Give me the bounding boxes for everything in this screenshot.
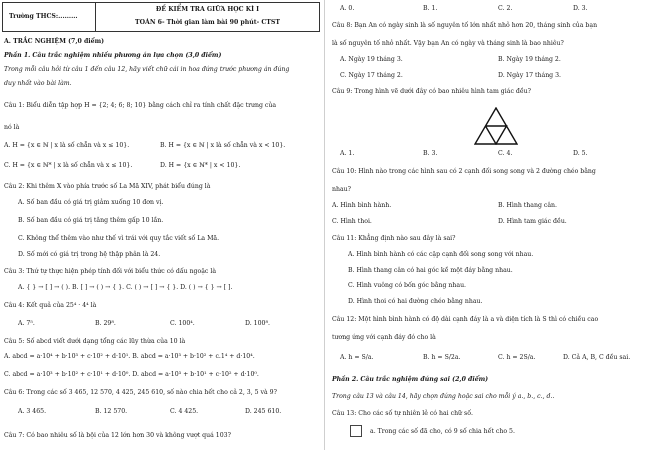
part2-instruction: Trong câu 13 và câu 14, hãy chọn đúng hoặc sai cho mỗi ý a., b., c., d.. [332,393,555,400]
q4-option-a: A. 7⁵. [18,320,35,327]
q11-option-a: A. Hình bình hành có các cặp cạnh đối song song với nhau. [348,251,534,258]
header-table [2,2,320,32]
q9-option-c: C. 4. [498,150,513,157]
question-12-text-cont: tương ứng với cạnh đáy đó cho là [332,334,436,341]
exam-subtitle: TOÁN 6- Thời gian làm bài 90 phút- CTST [135,19,280,26]
question-10-text-cont: nhau? [332,186,351,193]
q10-option-c: C. Hình thoi. [332,218,372,225]
q7-option-d: D. 3. [573,5,588,12]
q2-option-c: C. Không thể thêm vào như thế vì trái với quy tắc viết số La Mã. [18,235,220,242]
q9-option-d: D. 5. [573,150,588,157]
q4-option-b: B. 29⁸. [95,320,116,327]
school-name: Trường THCS:......... [9,13,78,20]
q7-option-c: C. 2. [498,5,513,12]
q1-option-a: A. H = {x ∈ ℕ | x là số chẵn và x ≤ 10}. [4,142,130,149]
question-8-text-cont: là số nguyên tố nhỏ nhất. Vậy bạn An có ngày và tháng sinh là bao nhiêu? [332,40,564,47]
q11-option-b: B. Hình thang cân có hai góc kề một đáy bằng nhau. [348,267,513,274]
q9-option-a: A. 1. [340,150,355,157]
q5-options-cd: C. abcd = a·10³ + b·10² + c·10¹ + d·10⁰. D. abcd = a·10³ + b·10¹ + c·10² + d·10⁰. [4,371,259,378]
question-12-text: Câu 12: Một hình bình hành có độ dài cạnh đáy là a và diện tích là S thì có chiều cao [332,316,599,323]
q2-option-b: B. Số ban đầu có giá trị tăng thêm gấp 10 lần. [18,217,164,224]
equilateral-triangles-figure [474,107,518,145]
q1-option-b: B. H = {x ∈ ℕ | x là số chẵn và x < 10}. [160,142,286,149]
instruction-line-2: duy nhất vào bài làm. [4,80,72,87]
instruction-line-1: Trong mỗi câu hỏi từ câu 1 đến câu 12, hãy viết chữ cái in hoa đứng trước phương án đúng [4,66,290,73]
question-1-text-cont: nó là [4,124,20,131]
q8-option-a: A. Ngày 19 tháng 3. [340,56,403,63]
question-9-text: Câu 9: Trong hình vẽ dưới đây có bao nhiêu hình tam giác đều? [332,88,531,95]
q12-option-c: C. h = 2S/a. [498,354,536,361]
q1-option-d: D. H = {x ∈ ℕ* | x < 10}. [160,162,241,169]
q6-option-c: C. 4 425. [170,408,199,415]
question-2-text: Câu 2: Khi thêm X vào phía trước số La Mã XIV, phát biểu đúng là [4,183,211,190]
q13-statement-a: a. Trong các số đã cho, có 9 số chia hết cho 5. [370,428,515,435]
column-separator [324,0,325,450]
q11-option-c: C. Hình vuông có bốn góc bằng nhau. [348,282,467,289]
header-school-cell [3,3,96,31]
q7-option-a: A. 0. [340,5,355,12]
exam-title: ĐỀ KIỂM TRA GIỮA HỌC KÌ I [155,6,260,13]
q10-option-a: A. Hình bình hành. [332,202,392,209]
question-11-text: Câu 11: Khẳng định nào sau đây là sai? [332,235,456,242]
q6-option-b: B. 12 570. [95,408,128,415]
q4-option-c: C. 100⁴. [170,320,195,327]
question-8-text: Câu 8: Bạn An có ngày sinh là số nguyên tố lớn nhất nhỏ hơn 20, tháng sinh của bạn [332,22,598,29]
q7-option-b: B. 1. [423,5,438,12]
q10-option-b: B. Hình thang cân. [498,202,557,209]
q2-option-d: D. Số mới có giá trị trong hệ thập phân là 24. [18,251,161,258]
section-a-heading: A. TRẮC NGHIỆM (7,0 điểm) [4,38,105,45]
q10-option-d: D. Hình tam giác đều. [498,218,567,225]
q4-option-d: D. 100⁸. [245,320,270,327]
left-column [0,0,322,450]
question-10-text: Câu 10: Hình nào trong các hình sau có 2 cạnh đối song song và 2 đường chéo bằng [332,168,596,175]
q2-option-a: A. Số ban đầu có giá trị giảm xuống 10 đơn vị. [18,199,164,206]
q8-option-b: B. Ngày 19 tháng 2. [498,56,561,63]
right-column [328,0,650,450]
q12-option-a: A. h = S/a. [340,354,374,361]
q3-options: A. { } → [ ] → ( ). B. [ ] → ( ) → { }. C. ( ) → [ ] → { }. D. ( ) → { } → [ ]. [18,284,233,291]
inner-triangle [486,126,507,144]
q6-option-a: A. 3 465. [18,408,47,415]
q6-option-d: D. 245 610. [245,408,282,415]
q8-option-c: C. Ngày 17 tháng 2. [340,72,403,79]
question-13-text: Câu 13: Cho các số tự nhiên lẻ có hai chữ số. [332,410,473,417]
answer-checkbox[interactable] [350,425,362,437]
q8-option-d: D. Ngày 17 tháng 3. [498,72,562,79]
question-3-text: Câu 3: Thứ tự thực hiện phép tính đối với biểu thức có dấu ngoặc là [4,268,217,275]
q9-option-b: B. 3. [423,150,438,157]
q5-options-ab: A. abcd = a·10⁴ + b·10³ + c·10² + d·10¹. B. abcd = a·10³ + b·10² + c.1⁴ + d·10⁴. [4,353,255,360]
question-4-text: Câu 4: Kết quả của 25⁴ · 4⁴ là [4,302,97,309]
q11-option-d: D. Hình thoi có hai đường chéo bằng nhau. [348,298,483,305]
q1-option-c: C. H = {x ∈ ℕ* | x là số chẵn và x ≤ 10}. [4,162,133,169]
question-5-text: Câu 5: Số abcd viết dưới dạng tổng các lũy thừa của 10 là [4,338,186,345]
question-1-text: Câu 1: Biểu diễn tập hợp H = {2; 4; 6; 8; 10} bằng cách chỉ ra tính chất đặc trưng của [4,102,277,109]
question-6-text: Câu 6: Trong các số 3 465, 12 570, 4 425, 245 610, số nào chia hết cho cả 2, 3, 5 và 9? [4,389,277,396]
q12-option-d: D. Cả A, B, C đều sai. [563,354,631,361]
part2-heading: Phần 2. Câu trắc nghiệm đúng sai (2,0 điểm) [332,376,489,383]
header-title-cell [96,3,319,31]
question-7-text: Câu 7: Có bao nhiêu số là bội của 12 lớn hơn 30 và không vượt quá 103? [4,432,231,439]
part1-heading: Phần 1. Câu trắc nghiệm nhiều phương án lựa chọn (3,0 điểm) [4,52,222,59]
q12-option-b: B. h = S/2a. [423,354,461,361]
